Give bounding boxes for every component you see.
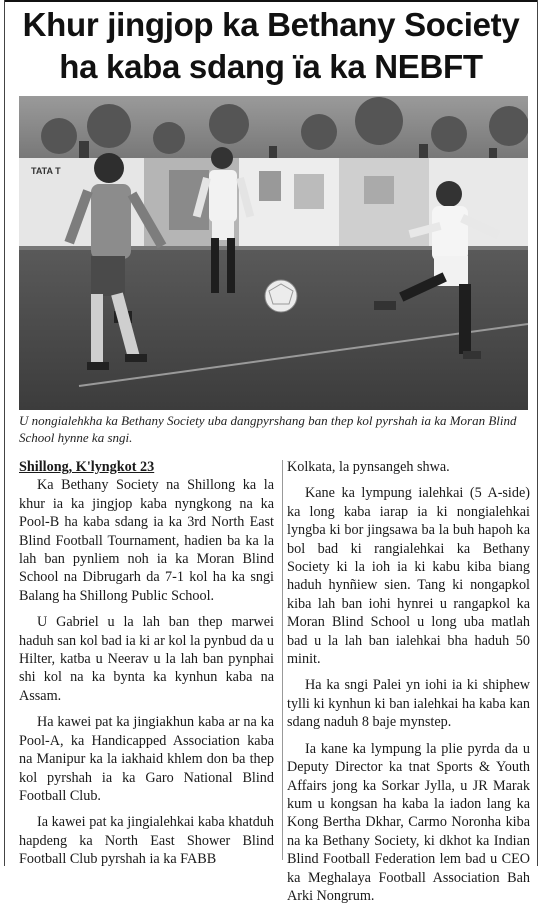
headline [10,4,532,88]
article-paragraph: Ia kawei pat ka jingialehkai kaba khatduh hapdeng ka North East Shower Blind Football Club pyrshah ia ka FABB [19,814,274,868]
dateline: Shillong, K'lyngkot 23 [19,459,155,475]
article-paragraph: U Gabriel u la lah ban thep marwei haduh san kol bad ia ki ar kol la pynbud da u Hilter, katba u Neerav u la lah ban pynphai shi kol na ka bynta ka kynhun kaba na Assam. [19,614,274,704]
article-paragraph: Ha ka sngi Palei yn iohi ia ki shiphew tylli ki kynhun ki ban ialehkai ha kaba kan sdang naduh 8 baje mynstep. [287,677,530,731]
match-photo [19,96,528,410]
headline-line-1: Khur jingjop ka Bethany Society [22,6,520,43]
article-paragraph: Ha kawei pat ka jingiakhun kaba ar na ka Pool-A, ka Handicapped Association kaba na Manipur ka la iakhaid khlem don ba thep kol pyrshah ia ka Garo National Blind Football Club. [19,714,274,804]
photo-caption: U nongialehkha ka Bethany Society uba dangpyrshang ban thep kol pyrshah ia ka Moran Blind School hynne ka sngi. [19,413,517,445]
article-paragraph: Ia kane ka lympung la plie pyrda da u Deputy Director ka tnat Sports & Youth Affairs jong ka Sorkar Jylla, u JR Marak kum u kongsan ha kaba la iadon lang ka Kong Bertha Dkhar, Carmo Noronha kiba na ka Bethany Society, ki dkhot ka Indian Blind Football Federation lem bad u CEO ka Meghalaya Football Association Bah Arki Nongrum. [287,740,530,904]
article-column-right [287,458,530,913]
article-column-left [19,458,274,877]
column-divider [282,460,283,860]
football-icon [265,280,297,312]
football-match-photo-icon [19,96,528,410]
article-paragraph: Kane ka lympung ialehkai (5 A-side) ka long kaba iarap ia ki nongialehkai lyngba ki bor jingsawa ba la buh hapoh ka bol bad ki rangialehkai ka Bethany Society ki la ioh ia ki kabu kiba biang haduh hynñiew sien. Tang ki nongapkol kiba lah ban iohi hynrei u rangapkol ka Moran Blind School u long uba matlah bad u la lah ban ialehkai bha haduh 50 minit. [287,485,530,668]
article-paragraph: Ka Bethany Society na Shillong ka la khur ia ka jingjop kaba nyngkong na ka Pool-B ha kaba sdang ia ka 3rd North East Blind Football Tournament, hadien ba ka la lah ban pynliem noh ia ka Moran Blind School na Dibrugarh da 7-1 kol ha ka sngi Balang ha Shillong Public School. [19,477,274,604]
page-right-rule [537,0,538,866]
article-continuation: Kolkata, la pynsangeh shwa. [287,459,450,475]
page-left-rule [4,0,5,866]
page-top-rule [4,0,538,2]
headline-line-2: ha kaba sdang ïa ka NEBFT [59,48,483,85]
banner-text: TATA T [31,166,61,176]
